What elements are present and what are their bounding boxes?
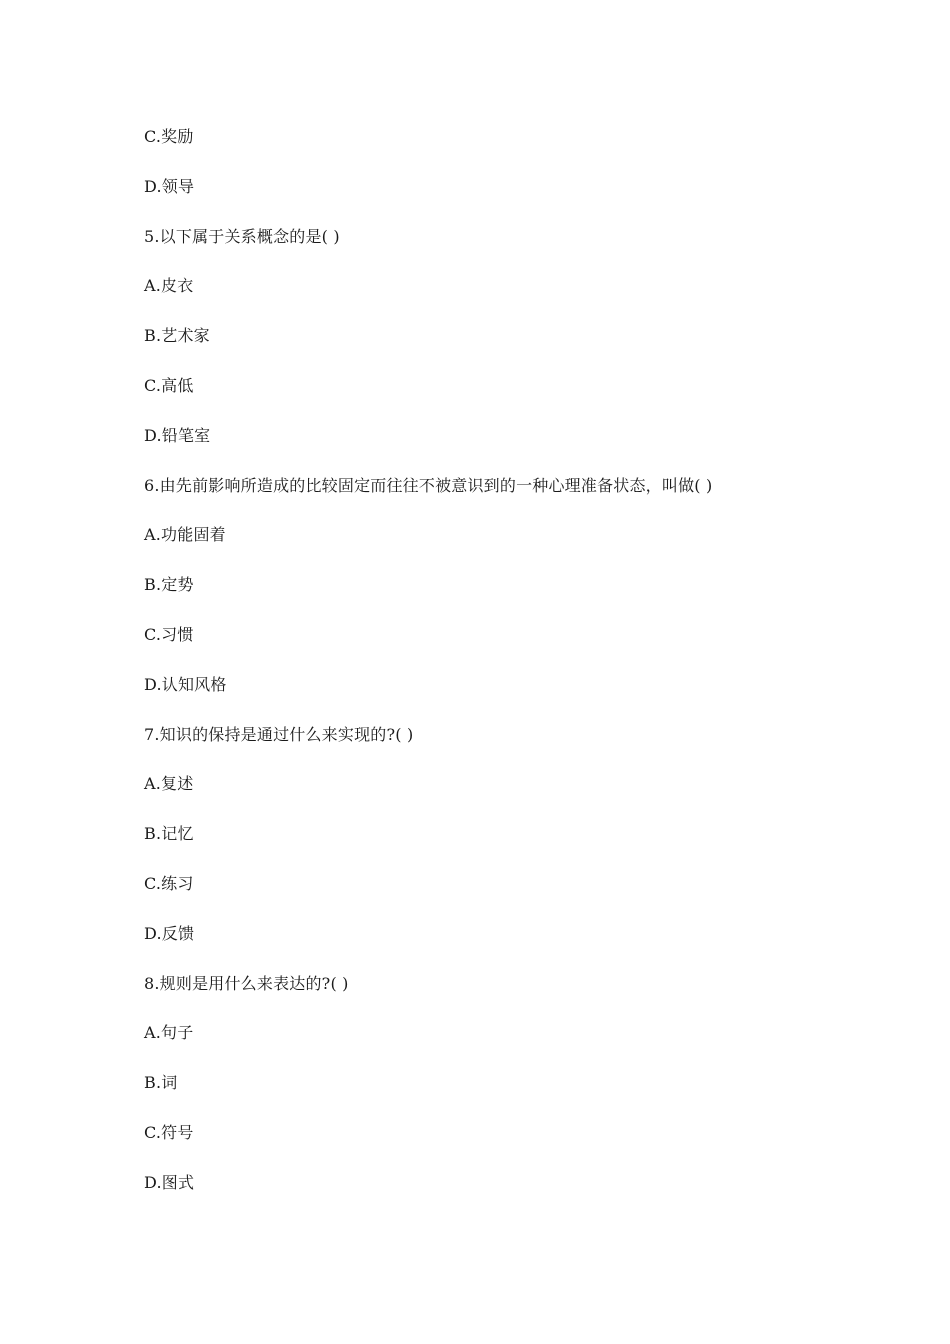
option-line: D.认知风格 — [144, 674, 227, 694]
option-line: B.记忆 — [144, 824, 194, 844]
option-line: A.复述 — [144, 774, 194, 794]
option-line: B.词 — [144, 1073, 178, 1093]
question-line: 6.由先前影响所造成的比较固定而往往不被意识到的一种心理准备状态，叫做( ) — [144, 475, 713, 495]
question-line: 7.知识的保持是通过什么来实现的?( ) — [144, 724, 414, 744]
question-list — [144, 124, 844, 1220]
option-line: D.反馈 — [144, 923, 195, 943]
option-line: D.领导 — [144, 176, 195, 196]
option-line: D.铅笔室 — [144, 425, 211, 445]
question-line: 8.规则是用什么来表达的?( ) — [144, 973, 349, 993]
question-line: 5.以下属于关系概念的是( ) — [144, 226, 340, 246]
option-line: A.皮衣 — [144, 276, 194, 296]
option-line: C.高低 — [144, 375, 194, 395]
option-line: C.符号 — [144, 1122, 194, 1142]
option-line: C.练习 — [144, 873, 194, 893]
option-line: C.奖励 — [144, 127, 194, 146]
option-line: A.句子 — [144, 1023, 194, 1043]
option-line: B.定势 — [144, 575, 194, 595]
option-line: B.艺术家 — [144, 326, 210, 346]
option-line: C.习惯 — [144, 624, 194, 644]
option-line: D.图式 — [144, 1172, 195, 1192]
option-line: A.功能固着 — [144, 525, 226, 545]
